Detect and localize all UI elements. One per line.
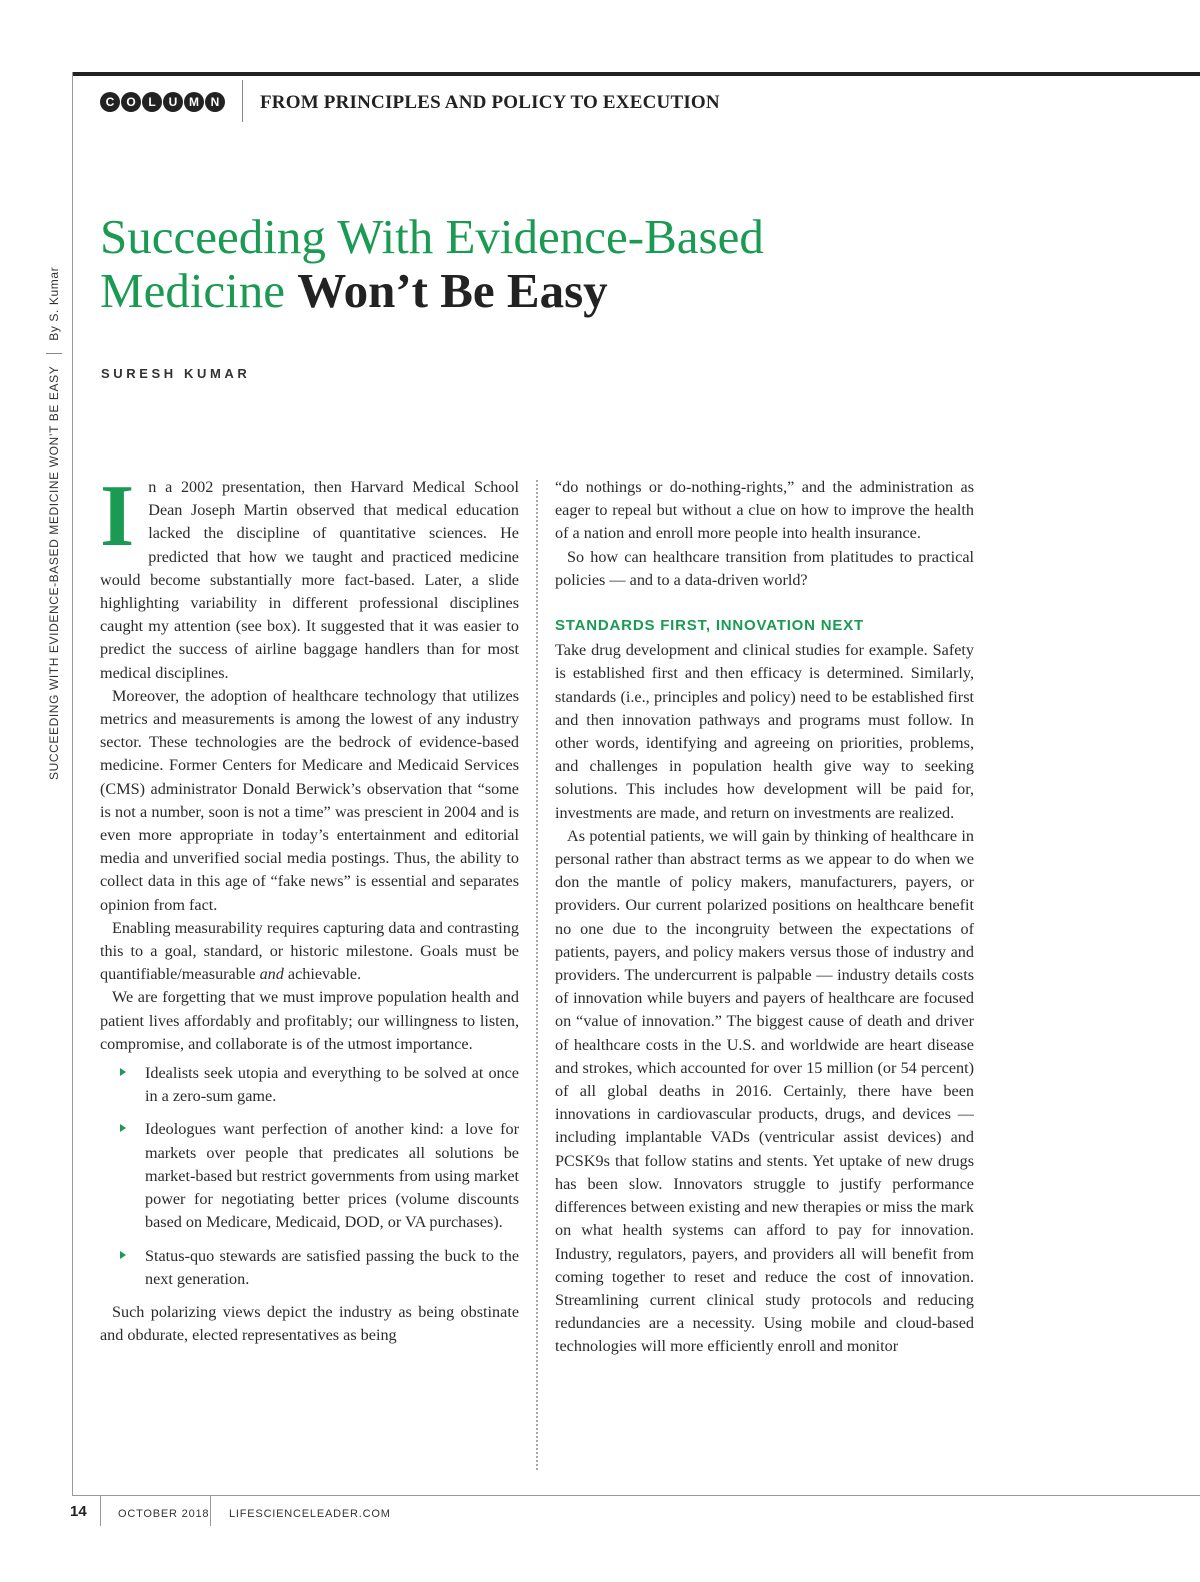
column-badge-letter: U bbox=[163, 92, 183, 112]
emphasis-text: and bbox=[259, 965, 284, 984]
bullet-list bbox=[100, 1062, 519, 1291]
author-name: SURESH KUMAR bbox=[101, 366, 251, 381]
paragraph-text: achievable. bbox=[287, 965, 362, 984]
header-divider bbox=[242, 80, 243, 122]
section-subhead: STANDARDS FIRST, INNOVATION NEXT bbox=[555, 617, 864, 635]
sidebar-byline: By S. Kumar bbox=[47, 266, 61, 341]
drop-cap: I bbox=[100, 468, 135, 565]
sidebar-separator bbox=[46, 353, 62, 354]
column-divider bbox=[536, 480, 538, 1470]
article-title bbox=[100, 210, 764, 318]
column-badge-letter: N bbox=[205, 92, 225, 112]
website-url: LIFESCIENCELEADER.COM bbox=[229, 1508, 391, 1520]
issue-date: OCTOBER 2018 bbox=[118, 1508, 210, 1520]
column-badge bbox=[100, 92, 225, 114]
bullet-item: Idealists seek utopia and everything to be solved at once in a zero-sum game. bbox=[145, 1062, 519, 1108]
paragraph-text: Enabling measurability requires capturing data and contrasting this to a goal, standard, or historic milestone. Goals must be quantifiable/measurable bbox=[100, 918, 519, 984]
page-number: 14 bbox=[70, 1503, 87, 1520]
paragraph bbox=[100, 917, 519, 987]
paragraph: So how can healthcare transition from platitudes to practical policies — and to a data-driven world? bbox=[555, 547, 974, 589]
column-badge-letter: C bbox=[100, 92, 120, 112]
section-header-title: FROM PRINCIPLES AND POLICY TO EXECUTION bbox=[260, 92, 720, 113]
bullet-item: Ideologues want perfection of another kind: a love for markets over people that predicates all solutions be market-based but restrict governments from using market power for negotiating better prices (volume discounts based on Medicare, Medicaid, DOD, or VA purchases). bbox=[145, 1118, 519, 1234]
left-margin-rule bbox=[72, 72, 73, 1496]
text-column-right bbox=[555, 476, 974, 1359]
column-badge-letter: M bbox=[184, 92, 204, 112]
bottom-rule bbox=[72, 1495, 1200, 1496]
paragraph bbox=[100, 468, 519, 685]
paragraph-text: n a 2002 presentation, then Harvard Medical School Dean Joseph Martin observed that medical education lacked the discipline of quantitative sciences. He predicted that how we taught and practiced medicine would become substantially more fact-based. Later, a slide highlighting variability in different professional disciplines caught my attention (see box). It suggested that it was easier to predict the success of airline baggage handlers than for most medical disciplines. bbox=[100, 478, 519, 682]
paragraph: Moreover, the adoption of healthcare technology that utilizes metrics and measurements is among the lowest of any industry sector. These technologies are the bedrock of evidence-based medicine. Former Centers for Medicare and Medicaid Services (CMS) administrator Donald Berwick’s observation that “some is not a number, soon is not a time” was prescient in 2004 and is even more appropriate in today’s entertainment and editorial media and unverified social media postings. Thus, the ability to collect data in this age of “fake news” is essential and separates opinion from fact. bbox=[100, 686, 519, 914]
footer-divider bbox=[210, 1496, 211, 1526]
column-badge-letter: O bbox=[121, 92, 141, 112]
sidebar-article-title: SUCCEEDING WITH EVIDENCE-BASED MEDICINE WON’T BE EASY bbox=[47, 365, 61, 780]
paragraph: Take drug development and clinical studies for example. Safety is established first and then efficacy is determined. Similarly, standards (i.e., principles and policy) need to be established first and then innovation pathways and programs must follow. In other words, identifying and agreeing on priorities, problems, and challenges in population health give way to seeking solutions. This includes how development will be paid for, investments are made, and return on investments are realized. bbox=[555, 641, 974, 822]
text-column-left bbox=[100, 468, 519, 1347]
paragraph: We are forgetting that we must improve population health and patient lives affordably and profitably; our willingness to listen, compromise, and collaborate is of the utmost importance. bbox=[100, 988, 519, 1053]
paragraph: Such polarizing views depict the industry as being obstinate and obdurate, elected representatives as being bbox=[100, 1302, 519, 1345]
paragraph: As potential patients, we will gain by thinking of healthcare in personal rather than abstract terms as we appear to do when we don the mantle of policy makers, manufacturers, payers, or providers. Our current polarized positions on healthcare benefit no one due to the incongruity between the expectations of patients, payers, and policy makers versus those of industry and providers. The undercurrent is palpable — industry details costs of innovation while buyers and payers of healthcare are focused on “value of innovation.” The biggest cause of death and driver of healthcare costs in the U.S. and worldwide are heart disease and strokes, which accounted for over 15 million (or 54 percent) of all global deaths in 2016. Certainly, there have been innovations in cardiovascular products, drugs, and devices — including implantable VADs (ventricular assist devices) and PCSK9s that follow statins and stents. Yet uptake of new drugs has been slow. Innovators struggle to justify performance differences between existing and new therapies or miss the mark on what health systems can afford to pay for innovation. Industry, regulators, payers, and providers all will benefit from coming together to reset and reduce the cost of innovation. Streamlining current clinical study protocols and reducing redundancies are a necessity. Using mobile and cloud-based technologies will more efficiently enroll and monitor bbox=[555, 826, 974, 1356]
bullet-item: Status-quo stewards are satisfied passing the buck to the next generation. bbox=[145, 1245, 519, 1291]
footer-divider bbox=[100, 1496, 101, 1526]
paragraph: “do nothings or do-nothing-rights,” and the administration as eager to repeal but without a clue on how to improve the health of a nation and enroll more people into health insurance. bbox=[555, 478, 974, 543]
title-line-2-green: Medicine bbox=[100, 263, 286, 318]
column-badge-letter: L bbox=[142, 92, 162, 112]
title-line-2-bold: Won’t Be Easy bbox=[297, 263, 608, 318]
title-line-1: Succeeding With Evidence-Based bbox=[100, 209, 764, 264]
vertical-sidebar bbox=[46, 260, 62, 780]
top-rule bbox=[72, 72, 1200, 76]
